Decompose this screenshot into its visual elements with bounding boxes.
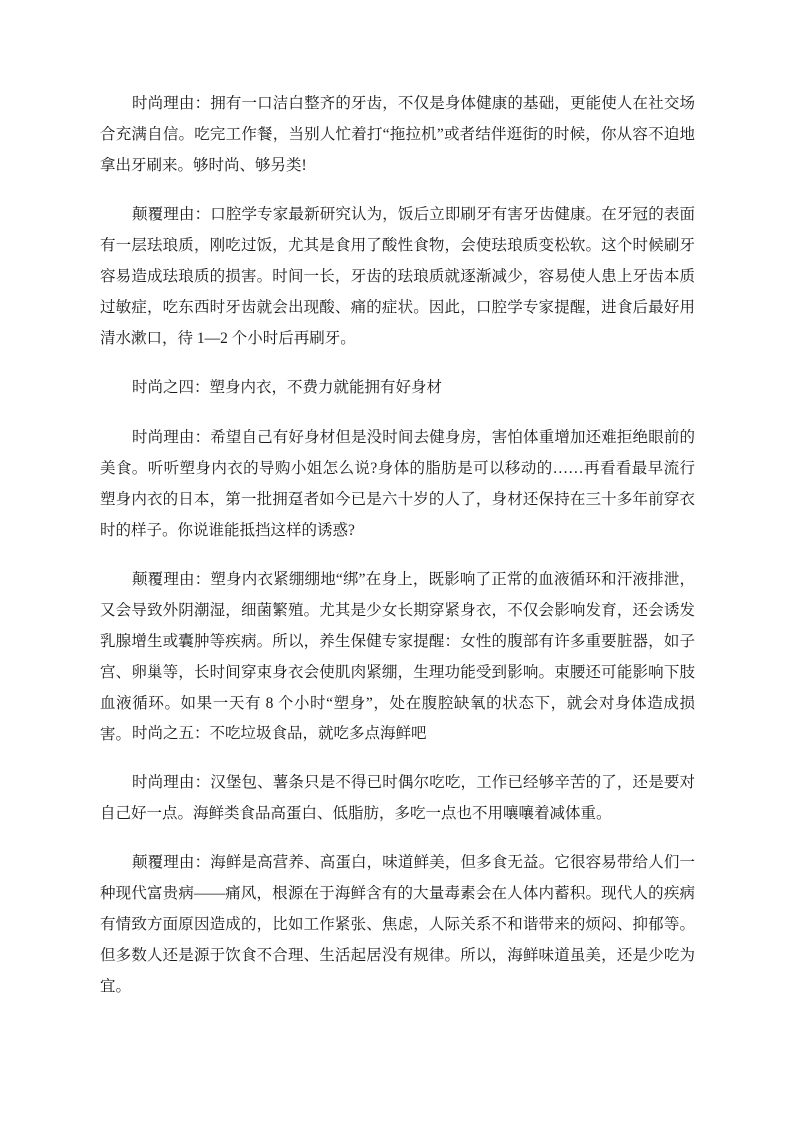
paragraph-subvert-reason-seafood: 颠覆理由：海鲜是高营养、高蛋白，味道鲜美，但多食无益。它很容易带给人们一种现代富贵病——痛风，根源在于海鲜含有的大量毒素会在人体内蓄积。现代人的疾病有情致方面原因造成的，比如工作紧张、焦虑，人际关系不和谐带来的烦闷、抑郁等。但多数人还是源于饮食不合理、生活起居没有规律。所以，海鲜味道虽美，还是少吃为宜。 (100, 854, 695, 995)
section-heading-fashion-5: 时尚之五：不吃垃圾食品，就吃多点海鲜吧 (132, 725, 427, 742)
paragraph-fashion-reason-shapewear: 时尚理由：希望自己有好身材但是没时间去健身房，害怕体重增加还难拒绝眼前的美食。听听塑身内衣的导购小姐怎么说?身体的脂肪是可以移动的……再看看最早流行塑身内衣的日本，第一批拥趸者如今已是六十岁的人了，身材还保持在三十多年前穿衣时的样子。你说谁能抵挡这样的诱惑? (100, 429, 695, 539)
paragraph-fashion-reason-teeth: 时尚理由：拥有一口洁白整齐的牙齿，不仅是身体健康的基础，更能使人在社交场合充满自信。吃完工作餐，当别人忙着打“拖拉机”或者结伴逛街的时候，你从容不迫地拿出牙刷来。够时尚、够另类! (100, 95, 695, 174)
paragraph-fashion-reason-seafood: 时尚理由：汉堡包、薯条只是不得已时偶尔吃吃，工作已经够辛苦的了，还是要对自己好一点。海鲜类食品高蛋白、低脂肪，多吃一点也不用嚷嚷着减体重。 (100, 774, 695, 822)
paragraph-subvert-reason-teeth: 颠覆理由：口腔学专家最新研究认为，饭后立即刷牙有害牙齿健康。在牙冠的表面有一层珐琅质，刚吃过饭，尤其是食用了酸性食物，会使珐琅质变松软。这个时候刷牙容易造成珐琅质的损害。时间一长，牙齿的珐琅质就逐渐减少，容易使人患上牙齿本质过敏症，吃东西时牙齿就会出现酸、痛的症状。因此，口腔学专家提醒，进食后最好用清水漱口，待 1—2 个小时后再刷牙。 (100, 206, 695, 347)
paragraph-subvert-reason-shapewear: 颠覆理由：塑身内衣紧绷绷地“绑”在身上，既影响了正常的血液循环和汗液排泄，又会导致外阴潮湿，细菌繁殖。尤其是少女长期穿紧身衣，不仅会影响发育，还会诱发乳腺增生或囊肿等疾病。所以，养生保健专家提醒：女性的腹部有许多重要脏器，如子宫、卵巢等，长时间穿束身衣会使肌肉紧绷，生理功能受到影响。束腰还可能影响下肢血液循环。如果一天有 8 个小时“塑身”，处在腹腔缺氧的状态下，就会对身体造成损害。 (100, 571, 695, 743)
section-heading-fashion-4: 时尚之四：塑身内衣，不费力就能拥有好身材 (132, 379, 443, 396)
